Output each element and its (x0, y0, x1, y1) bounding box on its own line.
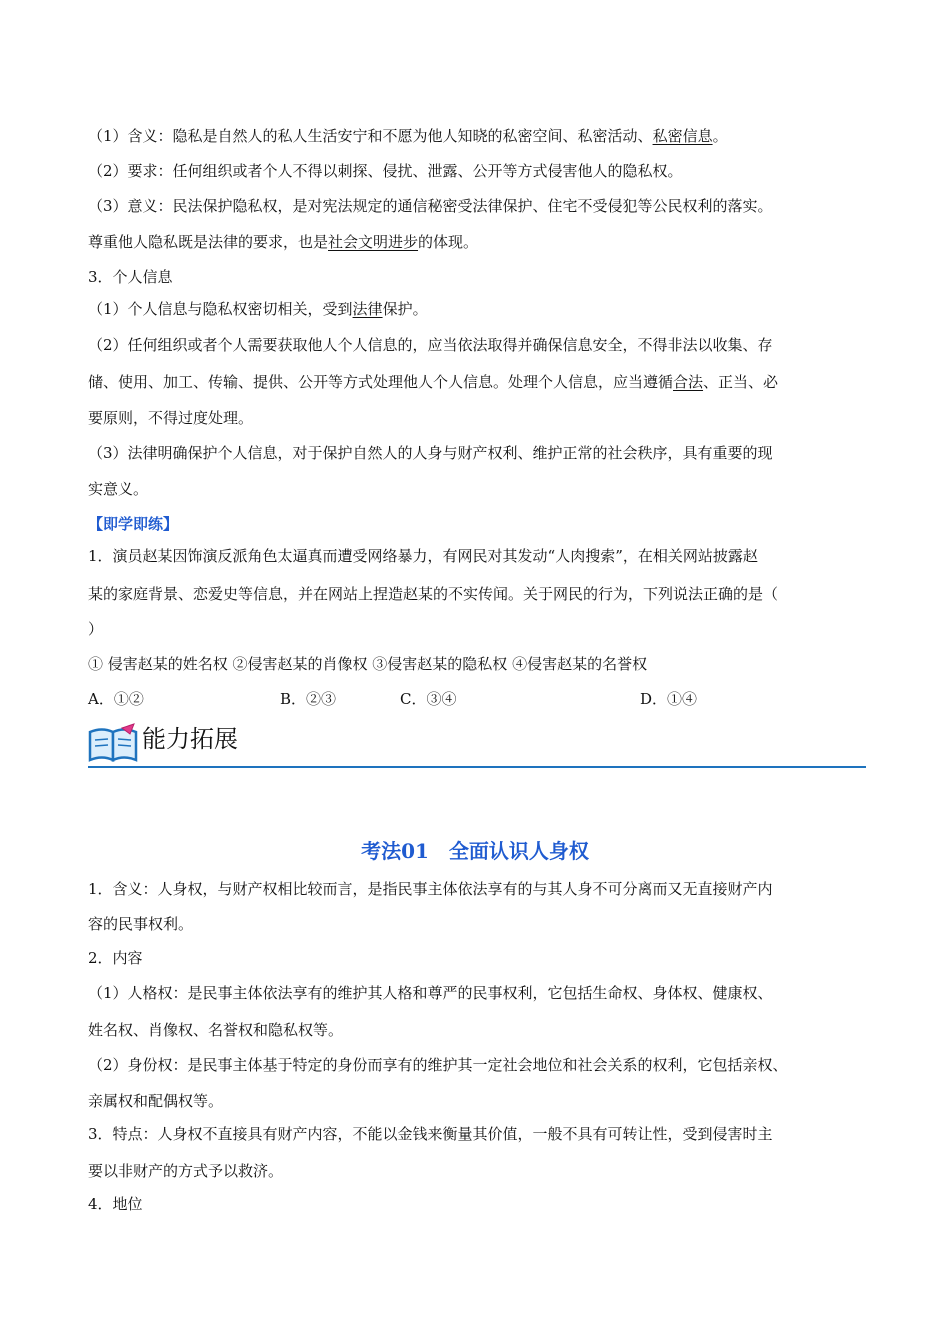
option-c[interactable]: C．③④ (400, 690, 457, 708)
section-line9: 要以非财产的方式予以救济。 (88, 1162, 284, 1180)
personal-info-p2-end: 、正当、必 (703, 373, 779, 391)
personal-info-p1-end: 保护。 (382, 300, 428, 318)
personal-info-p2-text: 储、使用、加工、传输、提供、公开等方式处理他人个人信息。处理个人信息，应当遵循 (88, 373, 674, 391)
section-line3: 2．内容 (88, 949, 143, 967)
personal-info-p1-text: （1）个人信息与隐私权密切相关，受到 (88, 300, 353, 318)
personal-info-heading: 3．个人信息 (88, 268, 173, 286)
option-b[interactable]: B．②③ (280, 690, 337, 708)
personal-info-p2-line3: 要原则，不得过度处理。 (88, 409, 254, 427)
privacy-meaning (88, 126, 728, 146)
section-line5: 姓名权、肖像权、名誉权和隐私权等。 (88, 1021, 344, 1039)
section-line6: （2）身份权：是民事主体基于特定的身份而享有的维护其一定社会地位和社会关系的权利，它包括亲权、 (88, 1056, 788, 1074)
personal-info-p2-line1: （2）任何组织或者个人需要获取他人个人信息的，应当依法取得并确保信息安全，不得非法以收集、存 (88, 336, 773, 354)
personal-info-p1-underlined: 法律 (352, 300, 383, 318)
open-book-icon (86, 722, 140, 766)
section-line7: 亲属权和配偶权等。 (88, 1092, 224, 1110)
question-line3: ） (88, 620, 104, 638)
banner-rule (88, 766, 866, 768)
practice-label: 【即学即练】 (88, 515, 179, 533)
question-line2: 某的家庭背景、恋爱史等信息，并在网站上捏造赵某的不实传闻。关于网民的行为，下列说法正确的是（ (88, 585, 779, 603)
privacy-respect-end: 的体现。 (418, 233, 479, 251)
question-line1: 1．演员赵某因饰演反派角色太逼真而遭受网络暴力，有网民对其发动“人肉搜索”，在相关网站披露赵 (88, 547, 758, 565)
privacy-meaning-end: 。 (712, 127, 728, 145)
option-a[interactable]: A．①② (88, 690, 144, 708)
personal-info-p3-line2: 实意义。 (88, 480, 149, 498)
privacy-meaning-text: （1）含义：隐私是自然人的私人生活安宁和不愿为他人知晓的私密空间、私密活动、 (88, 127, 653, 145)
privacy-respect (88, 232, 478, 252)
personal-info-p2-line2 (88, 372, 778, 392)
banner-title: 能力拓展 (142, 725, 238, 753)
question-statements: ① 侵害赵某的姓名权 ②侵害赵某的肖像权 ③侵害赵某的隐私权 ④侵害赵某的名誉权 (88, 655, 648, 673)
privacy-respect-underlined: 社会文明进步 (328, 233, 419, 251)
section-line4: （1）人格权：是民事主体依法享有的维护其人格和尊严的民事权利，它包括生命权、身体权、健康权、 (88, 984, 773, 1002)
privacy-significance: （3）意义：民法保护隐私权，是对宪法规定的通信秘密受法律保护、住宅不受侵犯等公民权利的落实。 (88, 197, 773, 215)
option-d[interactable]: D．①④ (640, 690, 698, 708)
personal-info-p2-underlined: 合法 (673, 373, 704, 391)
section-line2: 容的民事权利。 (88, 915, 194, 933)
personal-info-p3-line1: （3）法律明确保护个人信息，对于保护自然人的人身与财产权利、维护正常的社会秩序，具有重要的现 (88, 444, 773, 462)
section-line1: 1．含义：人身权，与财产权相比较而言，是指民事主体依法享有的与其人身不可分离而又无直接财产内 (88, 880, 773, 898)
personal-info-p1 (88, 299, 428, 319)
section-line10: 4．地位 (88, 1195, 143, 1213)
privacy-requirement: （2）要求：任何组织或者个人不得以刺探、侵扰、泄露、公开等方式侵害他人的隐私权。 (88, 162, 683, 180)
privacy-meaning-underlined: 私密信息 (652, 127, 713, 145)
section-title: 考法01 全面认识人身权 (361, 839, 589, 863)
section-line8: 3．特点：人身权不直接具有财产内容，不能以金钱来衡量其价值，一般不具有可转让性，受到侵害时主 (88, 1125, 773, 1143)
privacy-respect-text: 尊重他人隐私既是法律的要求，也是 (88, 233, 329, 251)
